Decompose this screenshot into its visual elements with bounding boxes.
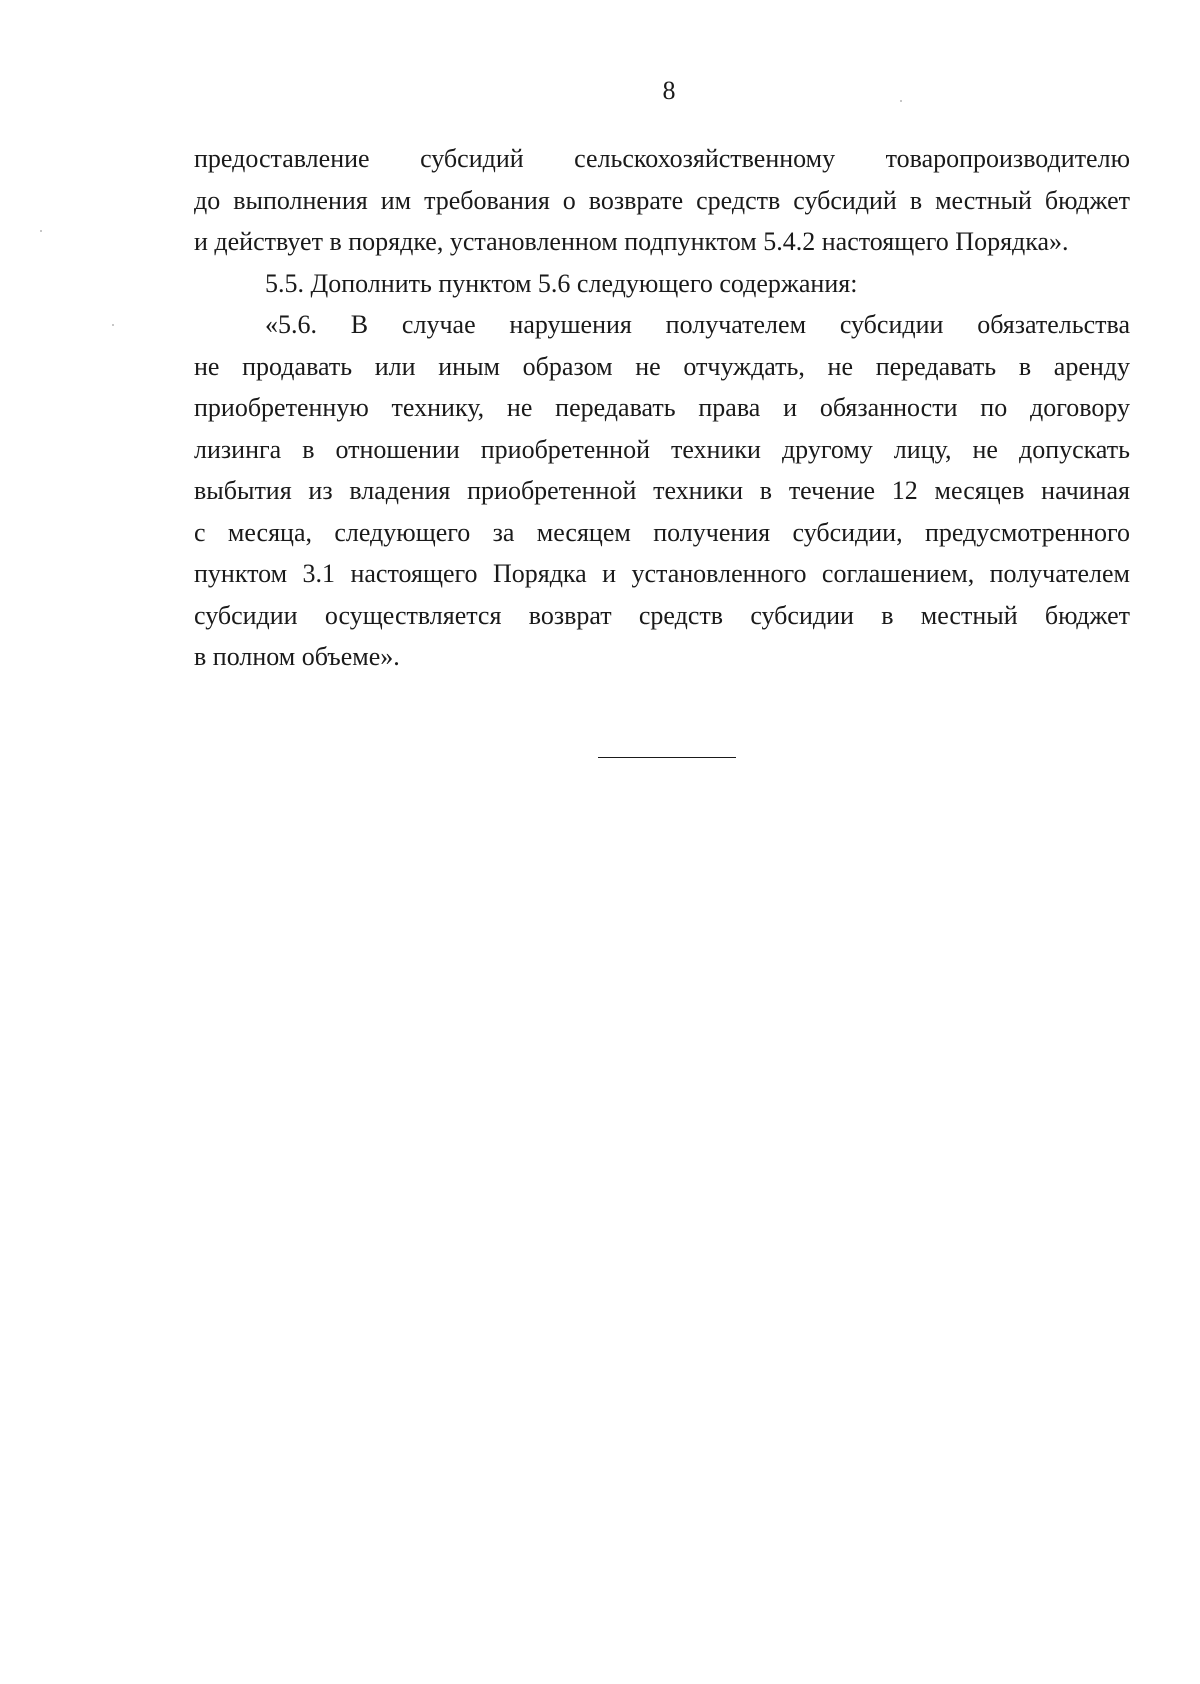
text-line: лизинга в отношении приобретенной техники другому лицу, не допускать [194, 434, 1130, 464]
text-line: предоставление субсидий сельскохозяйственному товаропроизводителю [194, 144, 1130, 173]
text-line: приобретенную технику, не передавать права и обязанности по договору [194, 393, 1130, 422]
end-of-text-rule [598, 757, 736, 758]
text-line: субсидии осуществляется возврат средств субсидии в местный бюджет [194, 600, 1130, 630]
text-line: и действует в порядке, установленном подпунктом 5.4.2 настоящего Порядка». [194, 227, 1069, 256]
scan-speck [40, 230, 42, 232]
text-line: выбытия из владения приобретенной техники в течение 12 месяцев начиная [194, 476, 1130, 505]
scan-speck [900, 100, 902, 102]
text-line: с месяца, следующего за месяцем получения субсидии, предусмотренного [194, 517, 1130, 547]
text-line: «5.6. В случае нарушения получателем субсидии обязательства [265, 310, 1130, 339]
text-line: в полном объеме». [194, 642, 400, 671]
text-line: 5.5. Дополнить пунктом 5.6 следующего содержания: [265, 268, 858, 298]
scan-speck [112, 324, 114, 326]
text-line: пунктом 3.1 настоящего Порядка и установленного соглашением, получателем [194, 559, 1130, 588]
page-number: 8 [662, 76, 676, 105]
document-body [194, 138, 1130, 678]
text-line: не продавать или иным образом не отчуждать, не передавать в аренду [194, 351, 1130, 381]
text-line: до выполнения им требования о возврате средств субсидий в местный бюджет [194, 185, 1130, 215]
